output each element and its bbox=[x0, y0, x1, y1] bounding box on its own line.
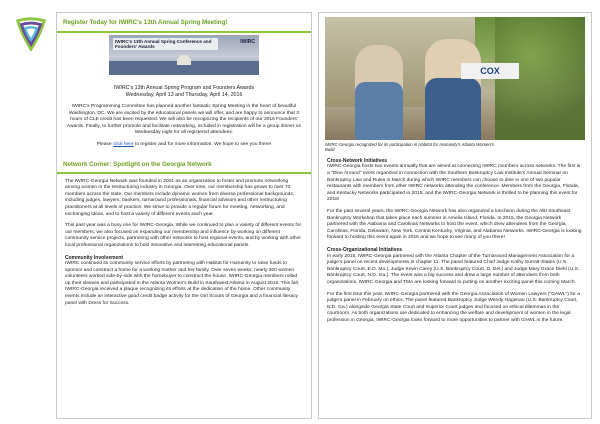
network-para-1: The IWIRC-Georgia Network was founded in 2001 as an organization to foster and promote networking among women in the restructuring industry in Georgia. Over time, our membership has grown to over 70 members across the state. Our members include dynamic women from diverse professional backgrounds, including judges, lawyers, bankers, turnaround professionals, financial advisors and other restructuring practitioners at all levels of practice. We strive to provide a regular forum for meeting, networking, and exchanging ideas, and to host a variety of different events each year. bbox=[65, 178, 295, 217]
community-body: IWIRC continued its community service efforts by partnering with Habitat for Humanity to raise funds to sponsor and construct a home for a working mother and her family. Over seven weeks, nearly 300 women volunteers worked side-by-side with the homebuyer to construct the house. IWIRC-Georgia members rolled up their sleeves and participated in the Atlanta Women's Build in Southwest Atlanta in August 2015. This fall, IWIRC-Georgia received a plaque recognizing its efforts at the dedication of the home. Other community events include an interactive good credit badge activity for the Girl Scouts of Georgia and a financial literacy panel with Dress for Success. bbox=[65, 261, 300, 306]
habitat-photo bbox=[325, 17, 585, 140]
photo-caption: IWIRC-Georgia recognized for its participation in Habitat for Humanity's Atlanta Women's Build bbox=[325, 142, 494, 153]
register-cta bbox=[57, 142, 311, 149]
section-divider bbox=[57, 31, 311, 33]
cta-suffix: to register and for more information. We hope to see you there! bbox=[133, 141, 272, 147]
network-corner-heading: Network Corner: Spotlight on the Georgia Network bbox=[63, 160, 212, 168]
register-body: IWIRC's Programming Committee has planned another fantastic Spring Meeting in the heart of beautiful Washington, DC. We are excited by the educational panels we will offer, and are happy to announce that 3 hours of CLE credit has been requested. We will also be recognizing the recipients of our 2016 Founders' Awards. Finally, to further promote and facilitate networking, included in registration will be a group dinner on Wednesday night for all registered attendees. bbox=[66, 104, 302, 136]
register-heading: Register Today for IWIRC's 13th Annual Spring Meeting! bbox=[63, 19, 228, 26]
banner-logo: IWIRC bbox=[240, 39, 255, 45]
event-title bbox=[57, 85, 311, 99]
cta-prefix: Please bbox=[96, 141, 113, 147]
section-divider bbox=[57, 172, 311, 174]
photo-person bbox=[355, 45, 403, 140]
community-section bbox=[57, 255, 311, 308]
community-heading: Community Involvement bbox=[65, 254, 124, 261]
event-title-line1: IWIRC's 13th Annual Spring Program and Founders Awards bbox=[113, 85, 255, 91]
network-para-2: This past year was a busy one for IWIRC-Georgia. While we continued to plan a variety of different events for our members, we also focused on expanding our membership and influence by working on different community service projects, partnering with other networks to host regional events, and by working with other local professional organizations to host innovative and interesting educational panels. bbox=[65, 223, 302, 248]
register-link[interactable]: click here bbox=[112, 141, 134, 147]
left-column bbox=[56, 12, 312, 419]
cross-network-para-2: For the past several years, the IWIRC-Georgia Network has also organized a luncheon during the ABI Southeast Bankruptcy Workshop that takes place each summer in Amelia Island, Florida. In 2015, the Georgia Network partnered with the Alabama and Carolinas Networks to host the event, which drew attendees from the Georgia, Carolinas, Florida, Delaware, New York, Central Kentucky, Virginia, and Alabama Networks. IWIRC-Georgia is looking forward to hosting this event again in 2016 and we hope to see many of you there! bbox=[327, 208, 582, 241]
photo-person bbox=[425, 39, 481, 140]
cross-org-heading: Cross-Organizational Initiatives bbox=[327, 246, 403, 253]
right-column bbox=[318, 12, 592, 419]
banner-title: IWIRC's 13th Annual Spring Conference and Founders' Awards bbox=[113, 38, 218, 50]
cross-org-para-2: For the first time this year, IWIRC-Georgia partnered with the Georgia Association of Women Lawyers ("GAWL") for a judge's panel in February on ethics. The panel featured Bankruptcy Judge Wendy Hagenau (U.S. Bankruptcy Court, N.D. Ga.) alongside Georgia State Court and Superior Court judges and focused on ethical dilemmas in the courtroom. As both organizations are dedicated to enhancing the welfare and development of women in the legal profession in Georgia, IWIRC-Georgia looks forward to more opportunities to partner with GAWL in the future. bbox=[327, 291, 580, 323]
photo-sign: COX bbox=[461, 63, 519, 79]
iwirc-logo-icon bbox=[12, 14, 50, 54]
conference-banner-image bbox=[109, 35, 259, 75]
cross-network-heading: Cross-Network Initiatives bbox=[327, 157, 388, 164]
event-title-line2: Wednesday, April 13 and Thursday, April 14, 2016 bbox=[125, 92, 243, 98]
cross-org-para-1: In early 2015, IWIRC-Georgia partnered with the Atlanta Chapter of the Turnaround Management Association for a judge's panel on recent developments in chapter 11. The panel featured Chief Judge Kathy Surratt-States (U.S. Bankruptcy Court, E.D. Mo.), Judge Kevin Carey (U.S. Bankruptcy Court, D. Del.) and Judge Mary Grace Diehl (U.S. Bankruptcy Court, N.D. Ga.). The event was a big success and drew a large number of attendees from both organizations. IWIRC-Georgia and TMA are looking forward to putting on another exciting panel this coming March. bbox=[327, 253, 580, 285]
cross-network-para-1: IWIRC-Georgia hosts two events annually that are aimed at connecting IWIRC members across networks. The first is a "Dine Around" event organized in connection with the Southern Bankruptcy Law Institute's Annual Seminar on Bankruptcy Law and Rules in March during which IWIRC members can choose to dine in one of two popular restaurants with members from other IWIRC networks attending the conference. Members from the Georgia, Florida, and Kentucky Networks participated in 2015, and the IWIRC-Georgia Network is thrilled to be planning this event for 2016! bbox=[327, 164, 581, 203]
